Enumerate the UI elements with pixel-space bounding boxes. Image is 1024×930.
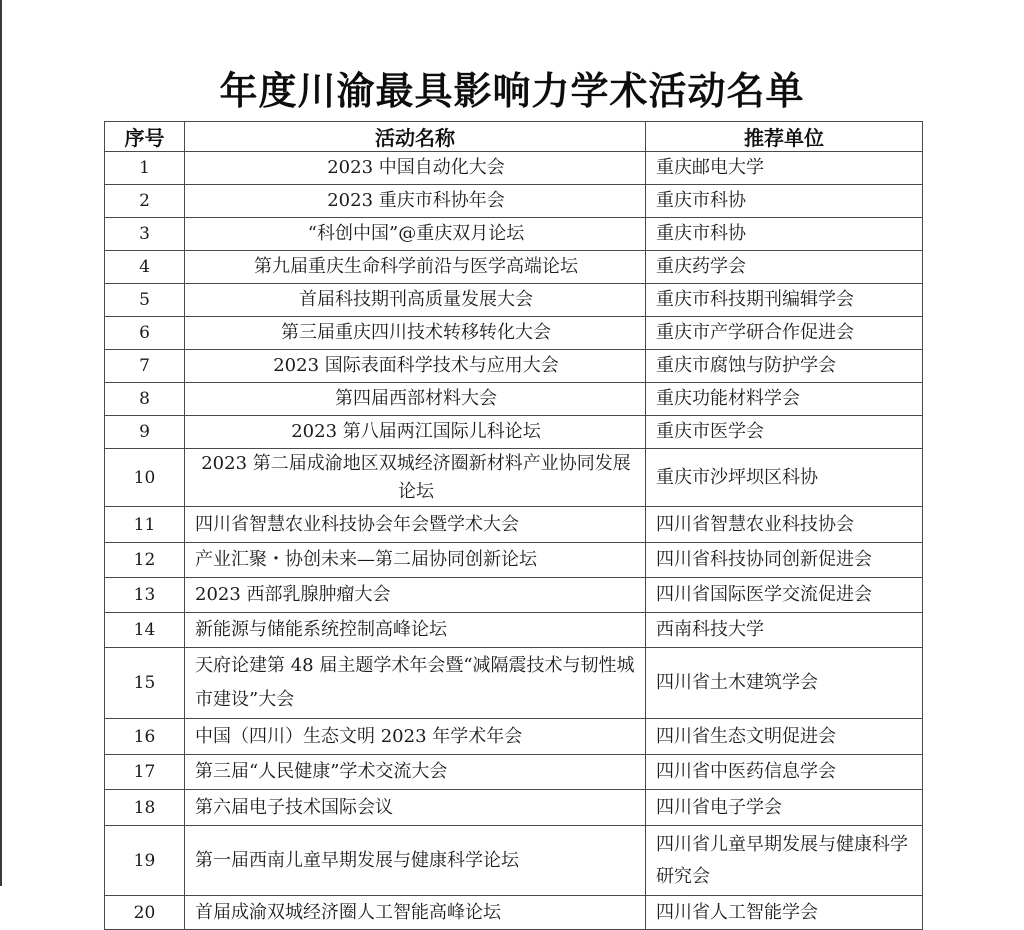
activity-name: 天府论建第 48 届主题学术年会暨“减隔震技术与韧性城市建设”大会: [185, 648, 646, 719]
row-number: 3: [105, 218, 185, 251]
table-row: [105, 383, 923, 416]
recommending-unit: 重庆功能材料学会: [646, 383, 923, 416]
recommending-unit: 四川省智慧农业科技协会: [646, 507, 923, 543]
row-number: 10: [105, 449, 185, 507]
row-number: 2: [105, 185, 185, 218]
table-row: [105, 251, 923, 284]
page-left-border: [0, 0, 2, 886]
activity-name: 2023 第二届成渝地区双城经济圈新材料产业协同发展论坛: [185, 449, 646, 507]
recommending-unit: 四川省中医药信息学会: [646, 755, 923, 790]
row-number: 15: [105, 648, 185, 719]
activity-name: 新能源与储能系统控制高峰论坛: [185, 613, 646, 648]
row-number: 4: [105, 251, 185, 284]
table-row: [105, 449, 923, 507]
table-row: [105, 152, 923, 185]
recommending-unit: 四川省生态文明促进会: [646, 719, 923, 755]
activity-name: 第一届西南儿童早期发展与健康科学论坛: [185, 826, 646, 896]
activity-name: 首届科技期刊高质量发展大会: [185, 284, 646, 317]
recommending-unit: 四川省科技协同创新促进会: [646, 543, 923, 578]
recommending-unit: 重庆市腐蚀与防护学会: [646, 350, 923, 383]
row-number: 1: [105, 152, 185, 185]
recommending-unit: 四川省人工智能学会: [646, 896, 923, 930]
table-row: [105, 578, 923, 613]
table-row: [105, 218, 923, 251]
table-row: [105, 317, 923, 350]
activity-name: 2023 第八届两江国际儿科论坛: [185, 416, 646, 449]
activity-name: 2023 国际表面科学技术与应用大会: [185, 350, 646, 383]
row-number: 6: [105, 317, 185, 350]
activity-name: 第三届“人民健康”学术交流大会: [185, 755, 646, 790]
recommending-unit: 重庆药学会: [646, 251, 923, 284]
table-row: [105, 826, 923, 896]
activity-name: 第三届重庆四川技术转移转化大会: [185, 317, 646, 350]
row-number: 19: [105, 826, 185, 896]
table-row: [105, 350, 923, 383]
activity-name: “科创中国”@重庆双月论坛: [185, 218, 646, 251]
table-row: [105, 185, 923, 218]
table-row: [105, 790, 923, 826]
row-number: 12: [105, 543, 185, 578]
activity-name: 第四届西部材料大会: [185, 383, 646, 416]
activity-name: 首届成渝双城经济圈人工智能高峰论坛: [185, 896, 646, 930]
recommending-unit: 四川省国际医学交流促进会: [646, 578, 923, 613]
recommending-unit: 四川省电子学会: [646, 790, 923, 826]
activity-name: 第九届重庆生命科学前沿与医学高端论坛: [185, 251, 646, 284]
table-row: [105, 755, 923, 790]
recommending-unit: 重庆市医学会: [646, 416, 923, 449]
table-header-row: [105, 122, 923, 152]
table-row: [105, 284, 923, 317]
row-number: 9: [105, 416, 185, 449]
recommending-unit: 重庆市沙坪坝区科协: [646, 449, 923, 507]
recommending-unit: 重庆市科技期刊编辑学会: [646, 284, 923, 317]
header-serial-number: 序号: [105, 122, 185, 152]
recommending-unit: 重庆邮电大学: [646, 152, 923, 185]
recommending-unit: 西南科技大学: [646, 613, 923, 648]
row-number: 14: [105, 613, 185, 648]
row-number: 16: [105, 719, 185, 755]
row-number: 7: [105, 350, 185, 383]
activity-name: 2023 西部乳腺肿瘤大会: [185, 578, 646, 613]
activity-name: 第六届电子技术国际会议: [185, 790, 646, 826]
row-number: 17: [105, 755, 185, 790]
recommending-unit: 四川省儿童早期发展与健康科学研究会: [646, 826, 923, 896]
row-number: 11: [105, 507, 185, 543]
table-row: [105, 416, 923, 449]
header-recommending-unit: 推荐单位: [646, 122, 923, 152]
row-number: 13: [105, 578, 185, 613]
activity-name: 2023 中国自动化大会: [185, 152, 646, 185]
recommending-unit: 重庆市科协: [646, 218, 923, 251]
activity-table: [104, 121, 923, 930]
activity-name: 中国（四川）生态文明 2023 年学术年会: [185, 719, 646, 755]
header-activity-name: 活动名称: [185, 122, 646, 152]
row-number: 20: [105, 896, 185, 930]
recommending-unit: 重庆市产学研合作促进会: [646, 317, 923, 350]
activity-name: 产业汇聚・协创未来—第二届协同创新论坛: [185, 543, 646, 578]
table-row: [105, 543, 923, 578]
page-title: 年度川渝最具影响力学术活动名单: [219, 69, 805, 114]
table-row: [105, 896, 923, 930]
recommending-unit: 四川省土木建筑学会: [646, 648, 923, 719]
row-number: 5: [105, 284, 185, 317]
table-row: [105, 507, 923, 543]
table-row: [105, 648, 923, 719]
row-number: 18: [105, 790, 185, 826]
activity-name: 2023 重庆市科协年会: [185, 185, 646, 218]
activity-name: 四川省智慧农业科技协会年会暨学术大会: [185, 507, 646, 543]
recommending-unit: 重庆市科协: [646, 185, 923, 218]
row-number: 8: [105, 383, 185, 416]
table-row: [105, 719, 923, 755]
table-row: [105, 613, 923, 648]
